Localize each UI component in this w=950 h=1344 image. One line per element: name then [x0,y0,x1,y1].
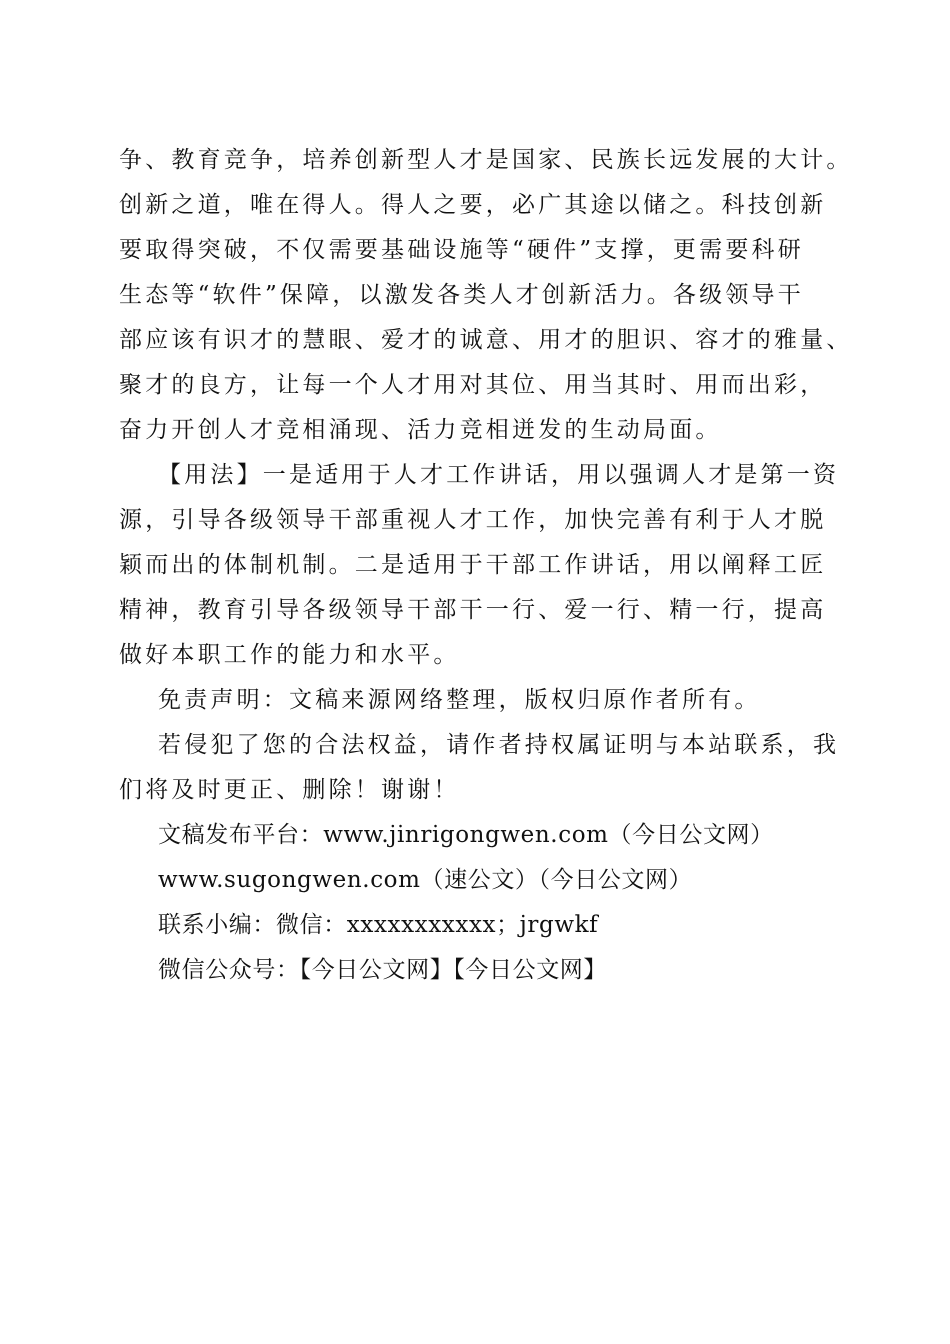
body-text-line: 创新之道，唯在得人。得人之要，必广其途以储之。科技创新 [119,192,827,218]
usage-text-line: 【用法】一是适用于人才工作讲话，用以强调人才是第一资 [158,462,840,488]
contact-text: 联系小编：微信：xxxxxxxxxxx；jrgwkf [158,912,599,938]
disclaimer-text: 免责声明：文稿来源网络整理，版权归原作者所有。 [158,687,761,713]
wechat-account-text: 微信公众号：【今日公文网】【今日公文网】 [158,957,607,983]
site-text: www.sugongwen.com（速公文）（今日公文网） [158,867,693,893]
body-text-line: 聚才的良方，让每一个人才用对其位、用当其时、用而出彩， [119,372,827,398]
usage-text-line: 精神，教育引导各级领导干部干一行、爱一行、精一行，提高 [119,597,827,623]
body-text-line: 争、教育竞争，培养创新型人才是国家、民族长远发展的大计。 [119,147,853,173]
infringement-text-line: 们将及时更正、删除！谢谢！ [119,777,460,803]
infringement-text-line: 若侵犯了您的合法权益，请作者持权属证明与本站联系，我 [158,732,840,758]
usage-text-line: 颖而出的体制机制。二是适用于干部工作讲话，用以阐释工匠 [119,552,827,578]
body-text-line: 要取得突破，不仅需要基础设施等“硬件”支撑，更需要科研 [119,237,804,263]
body-text-line: 生态等“软件”保障，以激发各类人才创新活力。各级领导干 [119,282,804,308]
usage-text-line: 源，引导各级领导干部重视人才工作，加快完善有利于人才脱 [119,507,827,533]
body-text-line: 部应该有识才的慧眼、爱才的诚意、用才的胆识、容才的雅量、 [119,327,853,353]
usage-text-line: 做好本职工作的能力和水平。 [119,642,460,668]
platform-text: 文稿发布平台：www.jinrigongwen.com（今日公文网） [158,822,774,848]
body-text-line: 奋力开创人才竞相涌现、活力竞相迸发的生动局面。 [119,417,722,443]
